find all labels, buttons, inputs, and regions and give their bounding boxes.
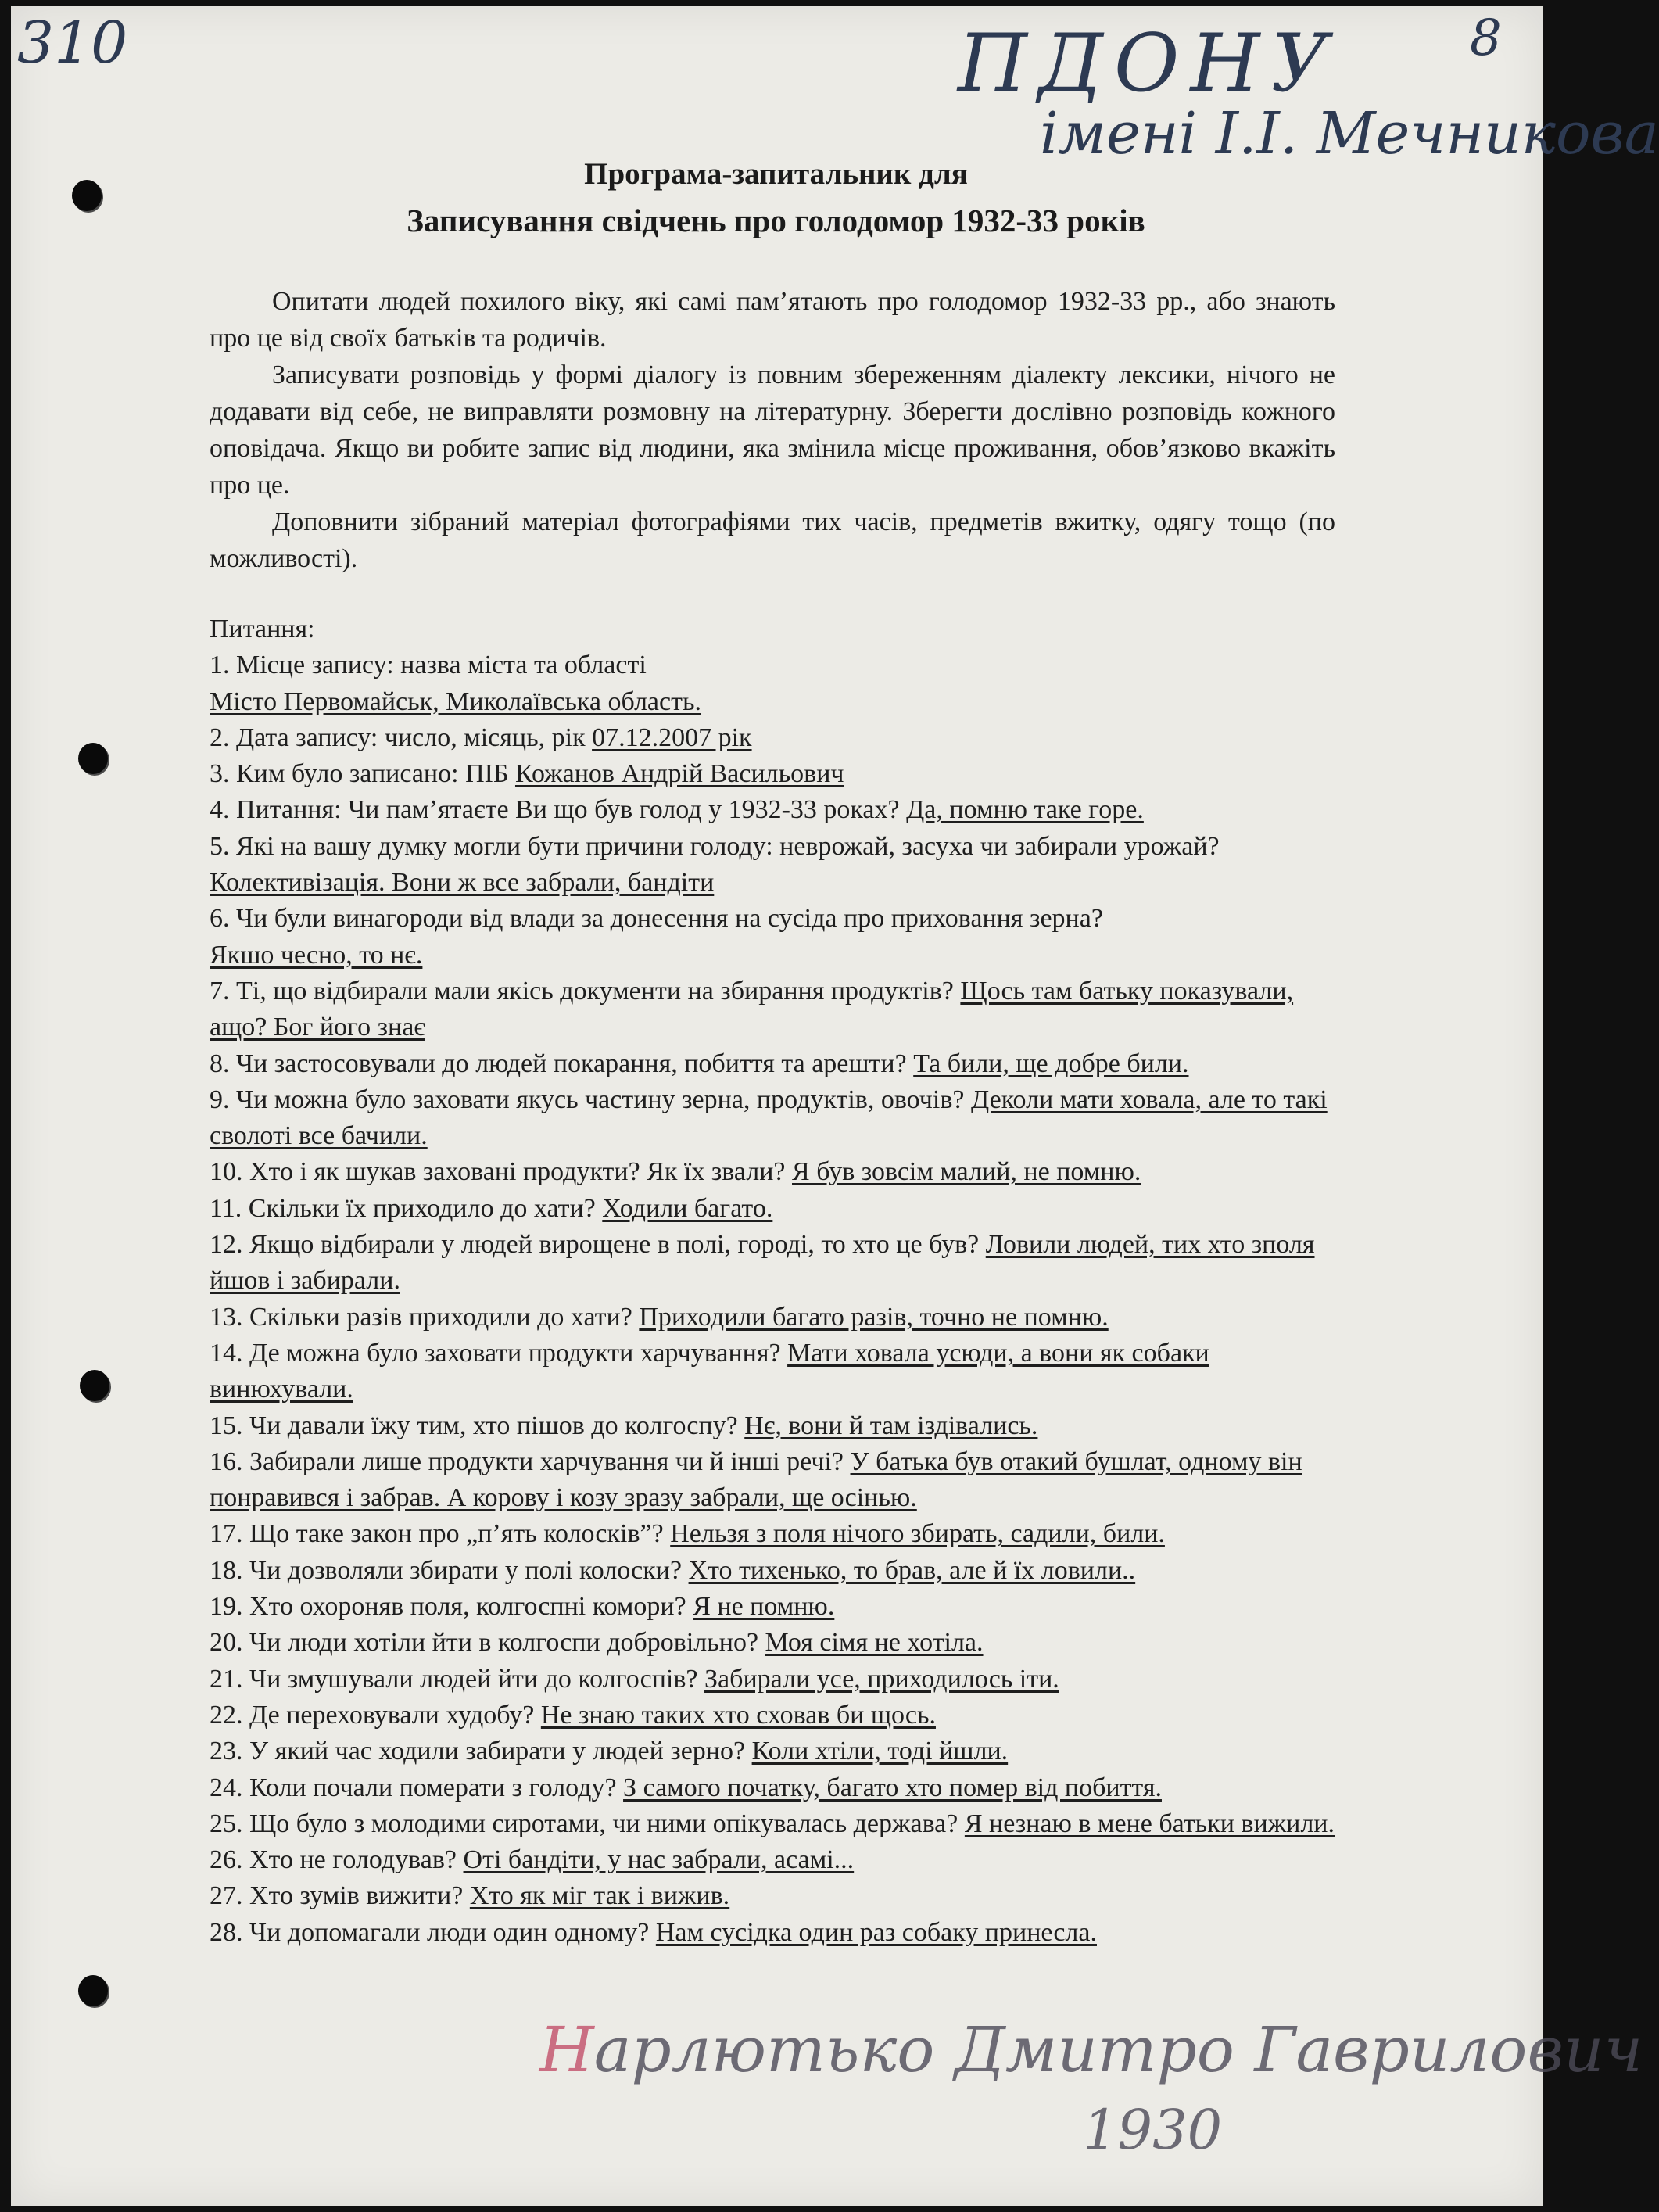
- question-item: [210, 1915, 1347, 1951]
- question-text: 11. Скільки їх приходило до хати?: [210, 1193, 596, 1223]
- question-text: 15. Чи давали їжу тим, хто пішов до колгоспу?: [210, 1411, 738, 1440]
- intro-paragraph: Записувати розповідь у формі діалогу із повним збереженням діалекту лексики, нічого не додавати від себе, не виправляти розмовну на літературну. Зберегти дослівно розповідь кожного оповідача. Якщо ви робите запис від людини, яка змінила місце проживання, обов’язково вкажіть про це.: [210, 360, 1335, 500]
- witness-name-initial: Н: [539, 2013, 594, 2086]
- question-item: [210, 1662, 1347, 1698]
- question-item: [210, 1770, 1347, 1806]
- question-text: 26. Хто не голодував?: [210, 1845, 457, 1875]
- answer-text: Приходили багато разів, точно не помню.: [639, 1302, 1109, 1332]
- question-text: 28. Чи допомагали люди один одному?: [210, 1917, 650, 1947]
- answer-text: Колективізація. Вони ж все забрали, бандіти: [210, 868, 715, 898]
- question-item: [210, 1733, 1347, 1769]
- question-text: 19. Хто охороняв поля, колгоспні комори?: [210, 1592, 686, 1622]
- question-item: [210, 1408, 1347, 1444]
- page-number: 8: [1470, 9, 1502, 67]
- answer-text: Я не помню.: [693, 1592, 835, 1622]
- question-text: 2. Дата запису: число, місяць, рік: [210, 722, 586, 752]
- question-item: [210, 1625, 1347, 1661]
- witness-name-rest: арлютько Дмитро Гаврилович: [593, 2013, 1643, 2086]
- answer-text: Ходили багато.: [602, 1193, 773, 1223]
- answer-text: Нам сусідка один раз собаку принесла.: [655, 1917, 1097, 1947]
- questions-list: [210, 611, 1347, 1951]
- question-text: 22. Де переховували худобу?: [210, 1700, 535, 1730]
- question-item: [210, 756, 1347, 792]
- question-item: [210, 1227, 1347, 1300]
- question-text: 4. Питання: Чи пам’ятаєте Ви що був голод у 1932-33 роках?: [210, 795, 900, 825]
- answer-text: Моя сімя не хотіла.: [765, 1628, 984, 1658]
- answer-text: Хто тихенько, то брав, але й їх ловили..: [688, 1555, 1136, 1585]
- question-item: [210, 1553, 1347, 1589]
- question-item: [210, 829, 1347, 902]
- question-text: 9. Чи можна було заховати якусь частину зерна, продуктів, овочів?: [210, 1084, 965, 1114]
- question-item: [210, 1082, 1347, 1155]
- answer-text: Не знаю таких хто сховав би щось.: [540, 1700, 936, 1730]
- question-text: 16. Забирали лише продукти харчування чи й інші речі?: [210, 1447, 844, 1476]
- answer-text: Забирали усе, приходилось іти.: [704, 1664, 1059, 1694]
- question-text: 10. Хто і як шукав заховані продукти? Як їх звали?: [210, 1157, 786, 1187]
- answer-text: Нельзя з поля нічого збирать, садили, били.: [670, 1519, 1165, 1549]
- question-item: [210, 1444, 1347, 1517]
- question-item: [210, 1300, 1347, 1335]
- answer-text: З самого початку, багато хто помер від побиття.: [623, 1773, 1162, 1802]
- answer-text: Деколи мати ховала, але то такі сволоті все бачили.: [210, 1084, 1328, 1151]
- question-item: [210, 1335, 1347, 1408]
- answer-text: Якшо чесно, то нє.: [210, 940, 423, 970]
- answer-text: Щось там батьку показували, ащо? Бог його знає: [210, 976, 1294, 1042]
- question-text: 5. Які на вашу думку могли бути причини голоду: неврожай, засуха чи забирали урожай?: [210, 831, 1220, 861]
- question-text: 8. Чи застосовували до людей покарання, побиття та арешти?: [210, 1049, 907, 1078]
- question-text: 21. Чи змушували людей йти до колгоспів?: [210, 1664, 698, 1694]
- question-text: 14. Де можна було заховати продукти харчування?: [210, 1338, 781, 1368]
- question-item: [210, 1842, 1347, 1878]
- question-item: [210, 1698, 1347, 1733]
- question-text: 1. Місце запису: назва міста та області: [210, 651, 647, 680]
- question-text: 7. Ті, що відбирали мали якісь документи на збирання продуктів?: [210, 976, 954, 1006]
- question-item: [210, 1878, 1347, 1914]
- question-text: 25. Що було з молодими сиротами, чи ними опікувалась держава?: [210, 1809, 958, 1838]
- answer-text: У батька був отакий бушлат, одному він понравився і забрав. А корову і козу зразу забрали, ще осінью.: [210, 1447, 1302, 1513]
- question-item: [210, 1589, 1347, 1625]
- intro-instructions: [210, 283, 1335, 577]
- question-text: 27. Хто зумів вижити?: [210, 1881, 464, 1911]
- question-item: [210, 973, 1347, 1046]
- question-item: [210, 720, 1347, 756]
- question-text: 18. Чи дозволяли збирати у полі колоски?: [210, 1555, 683, 1585]
- answer-text: Кожанов Андрій Васильович: [514, 759, 844, 789]
- question-item: [210, 1516, 1347, 1552]
- punch-hole: [78, 743, 108, 774]
- institution-abbreviation: ПДОНУ: [958, 17, 1340, 110]
- institution-name: імені І.І. Мечникова: [1040, 100, 1659, 167]
- question-text: 3. Ким було записано: ПІБ: [210, 759, 509, 789]
- document-title-line-2: Записування свідчень про голодомор 1932-33 років: [407, 203, 1145, 238]
- question-item: [210, 1191, 1347, 1227]
- punch-hole: [80, 1370, 109, 1401]
- questions-heading: Питання:: [210, 615, 315, 644]
- punch-hole: [78, 1975, 108, 2006]
- intro-paragraph: Опитати людей похилого віку, які самі пам’ятають про голодомор 1932-33 рр., або знають про це від своїх батьків та родичів.: [210, 287, 1335, 353]
- question-item: [210, 1154, 1347, 1190]
- question-item: [210, 792, 1347, 828]
- question-text: 17. Що таке закон про „п’ять колосків”?: [210, 1519, 664, 1549]
- question-text: 13. Скільки разів приходили до хати?: [210, 1302, 632, 1332]
- intro-paragraph: Доповнити зібраний матеріал фотографіями тих часів, предметів вжитку, одягу тощо (по можливості).: [210, 507, 1335, 573]
- answer-text: Хто як міг так і вижив.: [469, 1881, 730, 1911]
- answer-text: Коли хтіли, тоді йшли.: [751, 1737, 1009, 1766]
- question-item: [210, 1046, 1347, 1082]
- question-text: 24. Коли почали померати з голоду?: [210, 1773, 617, 1802]
- answer-text: Оті бандіти, у нас забрали, асамі...: [463, 1845, 855, 1875]
- answer-text: Нє, вони й там іздівались.: [744, 1411, 1038, 1440]
- answer-text: Ловили людей, тих хто зполя йшов і забирали.: [210, 1230, 1315, 1296]
- answer-text: Я незнаю в мене батьки вижили.: [964, 1809, 1335, 1838]
- question-text: 20. Чи люди хотіли йти в колгоспи добровільно?: [210, 1628, 759, 1658]
- question-item: [210, 901, 1347, 973]
- question-text: 23. У який час ходили забирати у людей зерно?: [210, 1737, 746, 1766]
- question-item: [210, 1806, 1347, 1842]
- question-text: 12. Якщо відбирали у людей вирощене в полі, городі, то хто це був?: [210, 1230, 980, 1260]
- answer-text: Я був зовсім малий, не помню.: [792, 1157, 1141, 1187]
- witness-name: [539, 2013, 1643, 2086]
- question-text: 6. Чи були винагороди від влади за донесення на сусіда про приховання зерна?: [210, 904, 1103, 934]
- witness-birth-year: 1930: [1083, 2098, 1223, 2162]
- answer-text: Та били, ще добре били.: [913, 1049, 1189, 1078]
- question-item: [210, 647, 1347, 720]
- answer-text: Місто Первомайськ, Миколаївська область.: [210, 687, 701, 716]
- answer-text: Мати ховала усюди, а вони як собаки винюхували.: [210, 1338, 1209, 1404]
- answer-text: Да, помню таке горе.: [906, 795, 1144, 825]
- document-title-line-1: Програма-запитальник для: [584, 157, 968, 191]
- archive-number: 310: [17, 9, 128, 77]
- answer-text: 07.12.2007 рік: [592, 722, 752, 752]
